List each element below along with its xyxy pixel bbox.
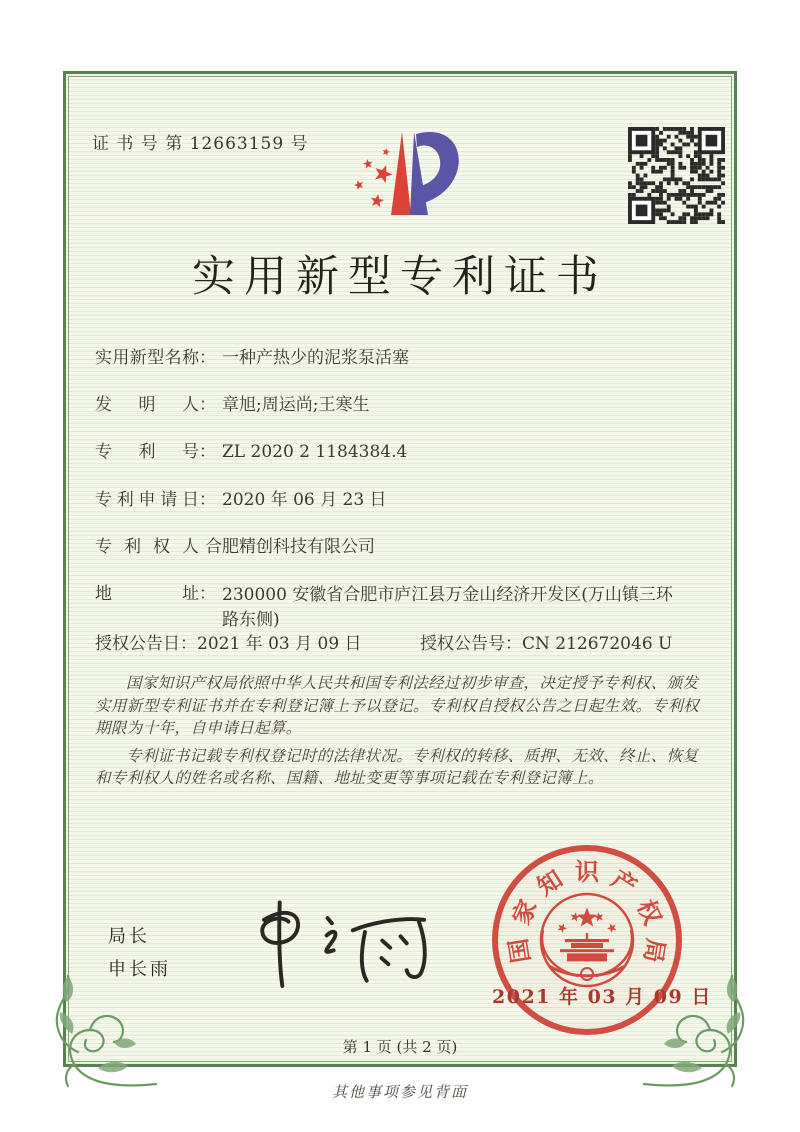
field-label: 专利号 bbox=[95, 442, 199, 462]
field-label: 实用新型名称 bbox=[95, 348, 199, 368]
field-colon: ： bbox=[199, 490, 216, 510]
field-row-address bbox=[95, 583, 680, 632]
seal-char: 产 bbox=[606, 863, 643, 902]
field-row-grant bbox=[95, 633, 673, 656]
grant-number-label: 授权公告号 bbox=[420, 634, 505, 654]
signature-shen-changyu bbox=[232, 892, 437, 992]
field-label: 专利申请日 bbox=[95, 490, 199, 510]
cnipa-logo-icon bbox=[335, 112, 465, 230]
certificate-title: 实用新型专利证书 bbox=[192, 252, 608, 302]
field-colon: ： bbox=[180, 634, 197, 654]
seal-char: 国 bbox=[503, 936, 536, 965]
field-value: 合肥精创科技有限公司 bbox=[205, 537, 375, 557]
grant-date-label: 授权公告日 bbox=[95, 634, 180, 654]
signer-title: 局长 bbox=[108, 926, 150, 946]
legal-text-block bbox=[95, 672, 713, 795]
corner-flourish-bottom-left bbox=[38, 972, 158, 1090]
signer-name: 申长雨 bbox=[108, 959, 171, 979]
field-label: 专利权人 bbox=[95, 537, 199, 557]
page-number: 第 1 页 (共 2 页) bbox=[342, 1038, 458, 1056]
grant-date-value: 2021 年 03 月 09 日 bbox=[197, 634, 362, 654]
seal-char: 识 bbox=[575, 857, 599, 886]
field-label: 地址 bbox=[95, 584, 199, 604]
qr-code bbox=[628, 127, 725, 224]
field-colon: ： bbox=[505, 634, 522, 654]
field-value: 2020 年 06 月 23 日 bbox=[222, 490, 387, 510]
grant-number-cell bbox=[420, 633, 672, 656]
field-value: 230000 安徽省合肥市庐江县万金山经济开发区(万山镇三环路东侧) bbox=[222, 585, 673, 630]
field-row-filing-date bbox=[95, 489, 387, 512]
field-colon: ： bbox=[199, 584, 216, 604]
certificate-number: 证 书 号 第 12663159 号 bbox=[92, 134, 309, 154]
seal-char: 权 bbox=[631, 895, 668, 929]
field-colon: ： bbox=[199, 442, 216, 462]
field-row-name bbox=[95, 347, 409, 370]
back-side-note: 其他事项参见背面 bbox=[331, 1083, 468, 1101]
field-value: 章旭;周运尚;王寒生 bbox=[222, 395, 370, 415]
field-colon: ： bbox=[199, 348, 216, 368]
seal-char: 家 bbox=[506, 895, 543, 929]
seal-date: 2021 年 03 月 09 日 bbox=[492, 986, 712, 1008]
field-row-inventors bbox=[95, 394, 369, 417]
field-label: 发明人 bbox=[95, 395, 199, 415]
legal-paragraph-1: 国家知识产权局依照中华人民共和国专利法经过初步审查，决定授予专利权、颁发实用新型专利证书并在专利登记簿上予以登记。专利权自授权公告之日起生效。专利权期限为十年，自申请日起算。 bbox=[95, 674, 700, 737]
field-value: 一种产热少的泥浆泵活塞 bbox=[222, 348, 409, 368]
field-value: ZL 2020 2 1184384.4 bbox=[222, 442, 408, 462]
field-colon: ： bbox=[199, 395, 216, 415]
legal-paragraph-2: 专利证书记载专利权登记时的法律状况。专利权的转移、质押、无效、终止、恢复和专利权人的姓名或名称、国籍、地址变更等事项记载在专利登记簿上。 bbox=[95, 746, 699, 787]
field-row-patentee bbox=[95, 536, 375, 559]
seal-char: 知 bbox=[531, 863, 568, 902]
field-row-patent-number bbox=[95, 441, 407, 464]
seal-char: 局 bbox=[638, 936, 671, 965]
grant-number-value: CN 212672046 U bbox=[522, 634, 673, 654]
